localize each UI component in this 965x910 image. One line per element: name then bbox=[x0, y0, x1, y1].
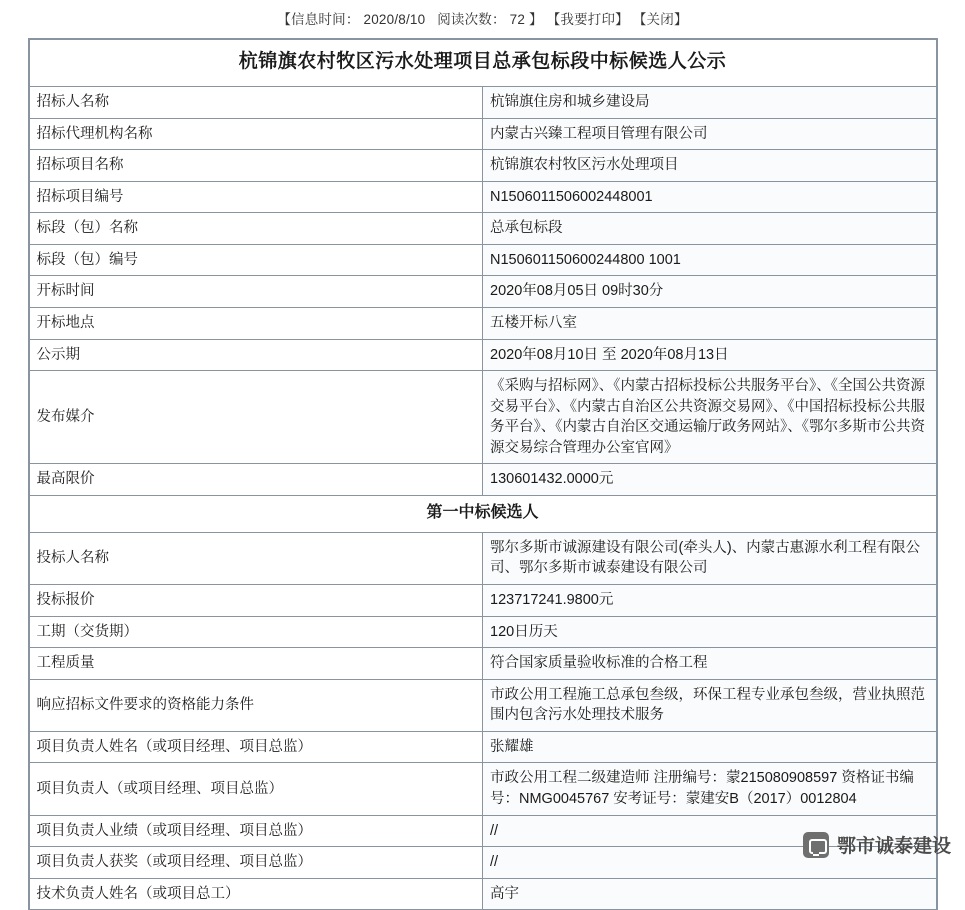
announcement-document bbox=[28, 38, 938, 910]
table-row bbox=[29, 371, 936, 464]
table-row bbox=[29, 181, 936, 213]
wechat-account-icon bbox=[803, 832, 829, 858]
table-row bbox=[29, 731, 936, 763]
row-value: // bbox=[483, 847, 937, 879]
row-label: 投标人名称 bbox=[29, 532, 483, 584]
print-link[interactable]: 【我要打印】 bbox=[546, 12, 629, 27]
row-value: 符合国家质量验收标准的合格工程 bbox=[483, 648, 937, 680]
table-row bbox=[29, 213, 936, 245]
section-title: 第一中标候选人 bbox=[29, 496, 936, 533]
table-row bbox=[29, 815, 936, 847]
row-value: 杭锦旗农村牧区污水处理项目 bbox=[483, 150, 937, 182]
row-label: 标段（包）编号 bbox=[29, 244, 483, 276]
table-row bbox=[29, 339, 936, 371]
row-value: // bbox=[483, 815, 937, 847]
row-label: 工期（交货期） bbox=[29, 616, 483, 648]
row-label: 项目负责人姓名（或项目经理、项目总监） bbox=[29, 731, 483, 763]
announcement-table bbox=[29, 39, 937, 910]
document-title-row bbox=[29, 40, 936, 87]
info-time-label: 【信息时间： bbox=[277, 12, 360, 27]
row-label: 响应招标文件要求的资格能力条件 bbox=[29, 679, 483, 731]
close-link[interactable]: 【关闭】 bbox=[632, 12, 688, 27]
info-bar bbox=[0, 0, 965, 38]
table-row bbox=[29, 584, 936, 616]
table-row bbox=[29, 648, 936, 680]
row-label: 项目负责人（或项目经理、项目总监） bbox=[29, 763, 483, 815]
row-value: 鄂尔多斯市诚源建设有限公司(牵头人)、内蒙古惠源水利工程有限公司、鄂尔多斯市诚泰建设有限公司 bbox=[483, 532, 937, 584]
table-row bbox=[29, 847, 936, 879]
table-row bbox=[29, 878, 936, 910]
row-value: 123717241.9800元 bbox=[483, 584, 937, 616]
read-count-close: 】 bbox=[529, 12, 543, 27]
row-value: N150601150600244800 1001 bbox=[483, 244, 937, 276]
row-value: 五楼开标八室 bbox=[483, 308, 937, 340]
row-label: 工程质量 bbox=[29, 648, 483, 680]
table-row bbox=[29, 276, 936, 308]
row-label: 招标代理机构名称 bbox=[29, 118, 483, 150]
table-row bbox=[29, 532, 936, 584]
row-label: 招标项目编号 bbox=[29, 181, 483, 213]
table-row bbox=[29, 763, 936, 815]
table-row bbox=[29, 616, 936, 648]
row-label: 标段（包）名称 bbox=[29, 213, 483, 245]
row-label: 公示期 bbox=[29, 339, 483, 371]
row-label: 开标时间 bbox=[29, 276, 483, 308]
row-label: 项目负责人业绩（或项目经理、项目总监） bbox=[29, 815, 483, 847]
row-label: 最高限价 bbox=[29, 464, 483, 496]
row-label: 投标报价 bbox=[29, 584, 483, 616]
row-value: 总承包标段 bbox=[483, 213, 937, 245]
table-row bbox=[29, 679, 936, 731]
table-row bbox=[29, 86, 936, 118]
table-row bbox=[29, 464, 936, 496]
table-row bbox=[29, 308, 936, 340]
row-label: 技术负责人姓名（或项目总工） bbox=[29, 878, 483, 910]
row-label: 发布媒介 bbox=[29, 371, 483, 464]
row-value: 高宇 bbox=[483, 878, 937, 910]
row-value: 市政公用工程二级建造师 注册编号：蒙215080908597 资格证书编号：NMG0045767 安考证号：蒙建安B（2017）0012804 bbox=[483, 763, 937, 815]
table-row bbox=[29, 118, 936, 150]
row-value: N1506011506002448001 bbox=[483, 181, 937, 213]
row-value: 内蒙古兴臻工程项目管理有限公司 bbox=[483, 118, 937, 150]
row-value: 120日历天 bbox=[483, 616, 937, 648]
row-label: 项目负责人获奖（或项目经理、项目总监） bbox=[29, 847, 483, 879]
watermark bbox=[803, 831, 951, 858]
row-value: 130601432.0000元 bbox=[483, 464, 937, 496]
section-header-row bbox=[29, 496, 936, 533]
row-value: 市政公用工程施工总承包叁级，环保工程专业承包叁级，营业执照范围内包含污水处理技术服务 bbox=[483, 679, 937, 731]
page-title: 杭锦旗农村牧区污水处理项目总承包标段中标候选人公示 bbox=[29, 40, 936, 87]
row-value: 2020年08月10日 至 2020年08月13日 bbox=[483, 339, 937, 371]
row-label: 开标地点 bbox=[29, 308, 483, 340]
read-count-value: 72 bbox=[509, 12, 526, 27]
row-label: 招标项目名称 bbox=[29, 150, 483, 182]
table-row bbox=[29, 244, 936, 276]
read-count-label: 阅读次数： bbox=[437, 12, 506, 27]
row-value: 2020年08月05日 09时30分 bbox=[483, 276, 937, 308]
watermark-label: 鄂市诚泰建设 bbox=[836, 836, 951, 857]
row-label: 招标人名称 bbox=[29, 86, 483, 118]
info-time-value: 2020/8/10 bbox=[363, 12, 426, 27]
row-value: 杭锦旗住房和城乡建设局 bbox=[483, 86, 937, 118]
table-row bbox=[29, 150, 936, 182]
row-value: 张耀雄 bbox=[483, 731, 937, 763]
row-value: 《采购与招标网》、《内蒙古招标投标公共服务平台》、《全国公共资源交易平台》、《内蒙古自治区公共资源交易网》、《中国招标投标公共服务平台》、《内蒙古自治区交通运输厅政务网站》、《鄂尔多斯市公共资源交易综合管理办公室官网》 bbox=[483, 371, 937, 464]
